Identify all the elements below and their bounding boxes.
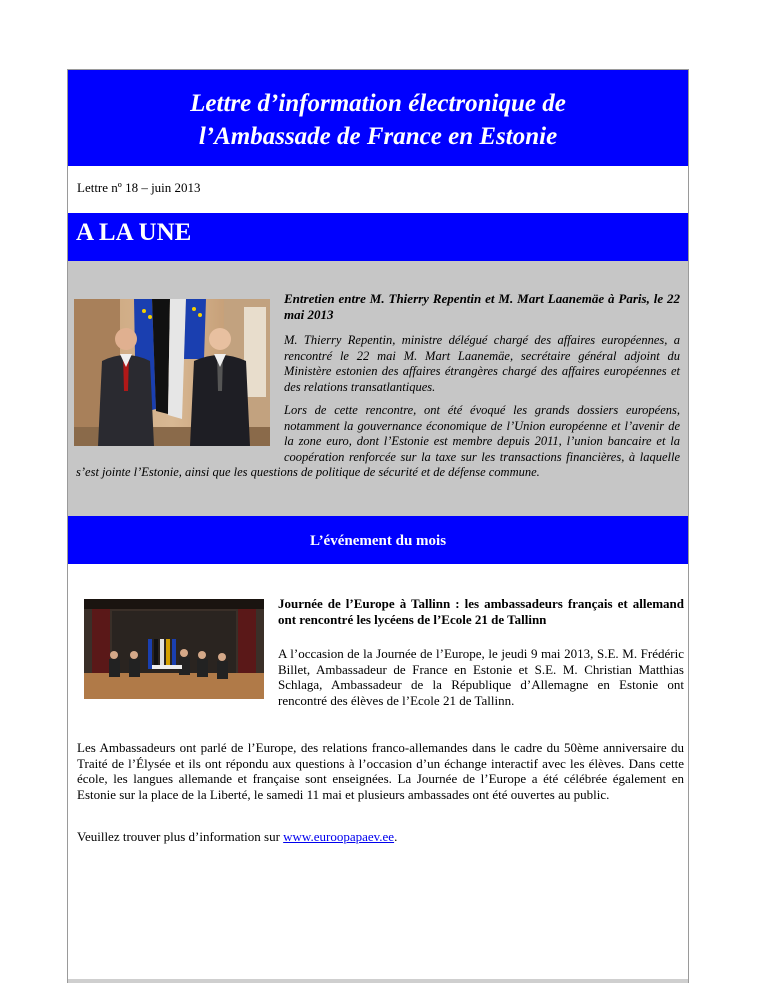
une-article-paragraph-2: Lors de cette rencontre, ont été évoqué les grands dossiers européens, notamment la gouvernance économique de l’Union européenne et l’avenir de la zone euro, dont l’Estonie est membre depuis 2011, l’union bancaire et la coopération renforcée sur la taxe sur les transactions financières, à laquelle s’est jointe l’Estonie, ainsi que les questions de politique de sécurité et de défense commune. — [76, 403, 680, 479]
event-heading: L’événement du mois — [309, 533, 447, 549]
une-photo — [74, 299, 270, 446]
newsletter-title-line2: l’Ambassade de France en Estonie — [198, 123, 558, 150]
event-banner — [68, 516, 688, 564]
event-body-paragraph: Les Ambassadeurs ont parlé de l’Europe, des relations franco-allemandes dans le cadre du 50ème anniversaire du Traité de l’Élysée et ils ont répondu aux questions à l’occasion d’un échange interactif avec les élèves. Dans cette école, les langues allemande et française sont enseignées. La Journée de l’Europe a été célébrée également en Estonie sur la place de la Liberté, le samedi 11 mai et plusieurs ambassades ont été ouvertes au public. — [77, 740, 684, 803]
issue-number: Lettre nº 18 – juin 2013 — [77, 180, 201, 195]
newsletter-title — [68, 87, 688, 153]
une-section — [68, 261, 688, 516]
event-more-info — [77, 829, 684, 845]
une-article-paragraph-1: M. Thierry Repentin, ministre délégué chargé des affaires européennes, a rencontré le 22 mai M. Mart Laanemäe, secrétaire général adjoint du Ministère estonien des affaires étrangères chargé des affaires européennes et des relations transatlantiques. — [284, 333, 680, 394]
header-banner — [68, 70, 688, 166]
euroopapaev-link[interactable]: www.euroopapaev.ee — [283, 829, 395, 844]
une-heading: A LA UNE — [76, 219, 192, 246]
event-intro-paragraph: A l’occasion de la Journée de l’Europe, le jeudi 9 mai 2013, S.E. M. Frédéric Billet, Ambassadeur de France en Estonie et S.E. M. Christian Matthias Schlaga, Ambassadeur de la République d’Allemagne en Estonie ont rencontré des élèves de l’Ecole 21 de Tallinn. — [278, 646, 684, 709]
event-photo — [84, 599, 264, 699]
event-article-title: Journée de l’Europe à Tallinn : les ambassadeurs français et allemand ont rencontré les lycéens de l’Ecole 21 de Tallinn — [278, 596, 684, 627]
more-info-prefix: Veuillez trouver plus d’information sur — [77, 829, 284, 844]
une-article-title: Entretien entre M. Thierry Repentin et M. Mart Laanemäe à Paris, le 22 mai 2013 — [284, 291, 680, 322]
more-info-suffix: . — [394, 829, 398, 844]
newsletter-title-line1: Lettre d’information électronique de — [190, 90, 566, 117]
page-bottom-edge — [68, 979, 688, 983]
une-banner — [68, 213, 688, 261]
